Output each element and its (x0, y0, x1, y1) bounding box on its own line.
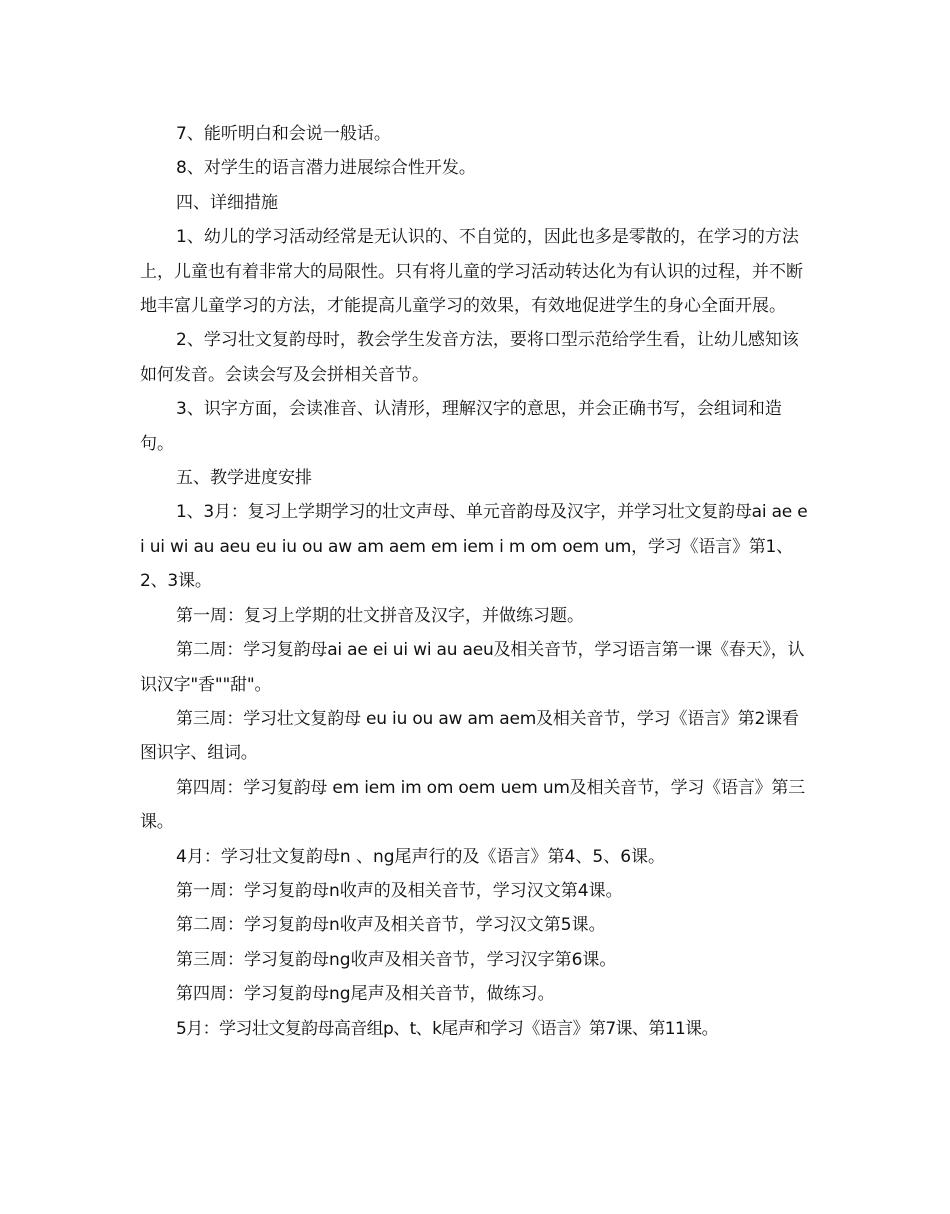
schedule-march-week-1: 第一周：复习上学期的壮文拼音及汉字，并做练习题。 (176, 605, 584, 626)
schedule-march-week-4: 第四周：学习复韵母 em iem im om oem uem um及相关音节，学习《语言》第三课。 (140, 777, 805, 833)
schedule-april-week-1: 第一周：学习复韵母n收声的及相关音节，学习汉文第4课。 (176, 880, 623, 901)
schedule-may: 5月：学习壮文复韵母高音组p、t、k尾声和学习《语言》第7课、第11课。 (176, 1018, 718, 1039)
paragraph-item-7: 7、能听明白和会说一般话。 (176, 124, 391, 144)
section-heading-measures: 四、详细措施 (176, 192, 278, 213)
section-heading-schedule: 五、教学进度安排 (176, 468, 312, 489)
schedule-april: 4月：学习壮文复韵母n 、ng尾声行的及《语言》第4、5、6课。 (176, 846, 666, 867)
schedule-march-week-2: 第二周：学习复韵母ai ae ei ui wi au aeu及相关音节，学习语言第一课《春天》，认识汉字"香""甜"。 (140, 640, 805, 695)
measure-paragraph-2: 2、学习壮文复韵母时，教会学生发音方法，要将口型示范给学生看，让幼儿感知该如何发音。会读会写及会拼相关音节。 (140, 330, 799, 385)
measure-paragraph-3: 3、识字方面，会读准音、认清形，理解汉字的意思，并会正确书写，会组词和造句。 (140, 399, 782, 454)
schedule-april-week-4: 第四周：学习复韵母ng尾声及相关音节，做练习。 (176, 984, 555, 1005)
paragraph-item-8: 8、对学生的语言潜力进展综合性开发。 (176, 158, 476, 179)
schedule-march-week-3: 第三周：学习壮文复韵母 eu iu ou aw am aem及相关音节，学习《语言》第2课看图识字、组词。 (140, 708, 799, 764)
schedule-april-week-3: 第三周：学习复韵母ng收声及相关音节，学习汉字第6课。 (176, 949, 617, 970)
document-body (140, 117, 812, 1046)
schedule-april-week-2: 第二周：学习复韵母n收声及相关音节，学习汉文第5课。 (176, 915, 606, 936)
measure-paragraph-1: 1、幼儿的学习活动经常是无认识的、不自觉的，因此也多是零散的，在学习的方法上，儿童也有着非常大的局限性。只有将儿童的学习活动转达化为有认识的过程，并不断地丰富儿童学习的方法，才能提高儿童学习的效果，有效地促进学生的身心全面开展。 (140, 227, 803, 317)
schedule-march: 1、3月：复习上学期学习的壮文声母、单元音韵母及汉字，并学习壮文复韵母ai ae ei ui wi au aeu eu iu ou aw am aem em iem i m om oem um，学习《语言》第1、2、3课。 (140, 502, 808, 592)
